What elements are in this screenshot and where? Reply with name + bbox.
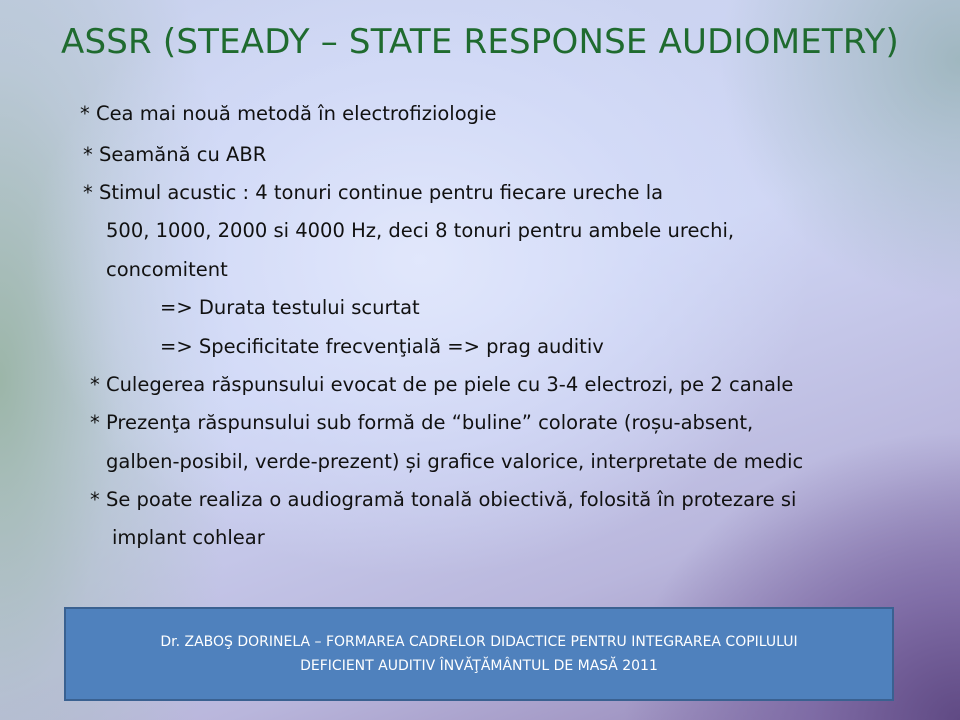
footer-line-2: DEFICIENT AUDITIV ÎNVĂŢĂMÂNTUL DE MASĂ 2011	[300, 658, 658, 674]
bullet-continuation: 500, 1000, 2000 si 4000 Hz, deci 8 tonuri pentru ambele urechi,	[106, 219, 735, 242]
bullet-line: * Culegerea răspunsului evocat de pe piele cu 3-4 electrozi, pe 2 canale	[90, 373, 794, 396]
sub-point: => Durata testului scurtat	[160, 296, 420, 319]
footer-line-1: Dr. ZABOŞ DORINELA – FORMAREA CADRELOR DIDACTICE PENTRU INTEGRAREA COPILULUI	[160, 634, 798, 650]
bullet-line: * Stimul acustic : 4 tonuri continue pentru fiecare ureche la	[83, 181, 664, 204]
bullet-continuation: concomitent	[106, 258, 228, 281]
slide-title: ASSR (STEADY – STATE RESPONSE AUDIOMETRY)	[61, 22, 899, 62]
bullet-line: * Prezenţa răspunsului sub formă de “buline” colorate (roșu-absent,	[90, 411, 754, 434]
bullet-line: * Se poate realiza o audiogramă tonală obiectivă, folosită în protezare si	[90, 488, 797, 511]
sub-point: => Specificitate frecvenţială => prag auditiv	[160, 335, 604, 358]
footer-banner	[64, 607, 894, 701]
bullet-continuation: implant cohlear	[112, 526, 265, 549]
bullet-line: * Cea mai nouă metodă în electrofiziologie	[80, 102, 497, 125]
bullet-line: * Seamănă cu ABR	[83, 143, 267, 166]
bullet-continuation: galben-posibil, verde-prezent) și grafice valorice, interpretate de medic	[106, 450, 804, 473]
